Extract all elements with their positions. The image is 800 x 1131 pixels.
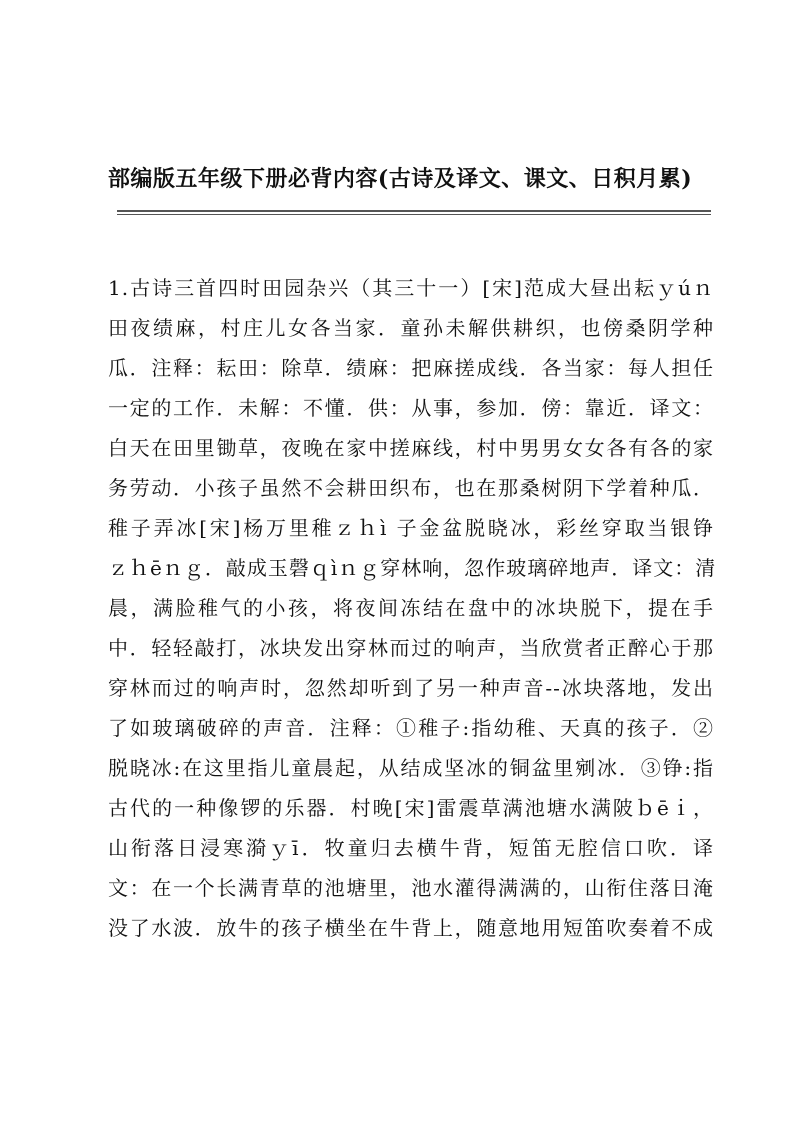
text-line: 中．轻轻敲打，冰块发出穿林而过的响声，当欣赏者正醉心于那 — [108, 636, 714, 660]
text-line: 晨，满脸稚气的小孩，将夜间冻结在盘中的冰块脱下，提在手 — [108, 596, 714, 620]
text-line: 穿林而过的响声时，忽然却听到了另一种声音--冰块落地，发出 — [108, 676, 714, 700]
text-line: 一定的工作．未解：不懂．供：从事，参加．傍：靠近．译文： — [108, 396, 714, 420]
page-title: 部编版五年级下册必背内容(古诗及译文、课文、日积月累) — [107, 166, 693, 192]
title-divider — [117, 210, 711, 215]
text-line: 古代的一种像锣的乐器．村晚[宋]雷震草满池塘水满陂ｂēｉ， — [108, 796, 714, 820]
text-line: 了如玻璃破碎的声音．注释：①稚子:指幼稚、天真的孩子．② — [108, 716, 714, 740]
document-body — [108, 268, 717, 948]
text-line: 山衔落日浸寒漪ｙī．牧童归去横牛背，短笛无腔信口吹．译 — [108, 836, 714, 860]
text-line: 1.古诗三首四时田园杂兴（其三十一）[宋]范成大昼出耘ｙúｎ — [108, 276, 714, 300]
text-line: 白天在田里锄草，夜晚在家中搓麻线，村中男男女女各有各的家 — [108, 436, 714, 460]
text-line: 没了水波．放牛的孩子横坐在牛背上，随意地用短笛吹奏着不成 — [108, 916, 714, 940]
text-line: 务劳动．小孩子虽然不会耕田织布，也在那桑树阴下学着种瓜． — [108, 476, 714, 500]
text-line: 田夜绩麻，村庄儿女各当家．童孙未解供耕织，也傍桑阴学种 — [108, 316, 714, 340]
text-line: 稚子弄冰[宋]杨万里稚ｚｈì 子金盆脱晓冰，彩丝穿取当银铮 — [108, 516, 714, 540]
text-line: 瓜．注释：耘田：除草．绩麻：把麻搓成线．各当家：每人担任 — [108, 356, 714, 380]
text-line: ｚｈēｎｇ．敲成玉磬ｑìｎｇ穿林响，忽作玻璃碎地声．译文：清 — [108, 556, 717, 580]
text-line: 脱晓冰:在这里指儿童晨起，从结成坚冰的铜盆里剜冰．③铮:指 — [108, 756, 714, 780]
text-line: 文：在一个长满青草的池塘里，池水灌得满满的，山衔住落日淹 — [108, 876, 714, 900]
